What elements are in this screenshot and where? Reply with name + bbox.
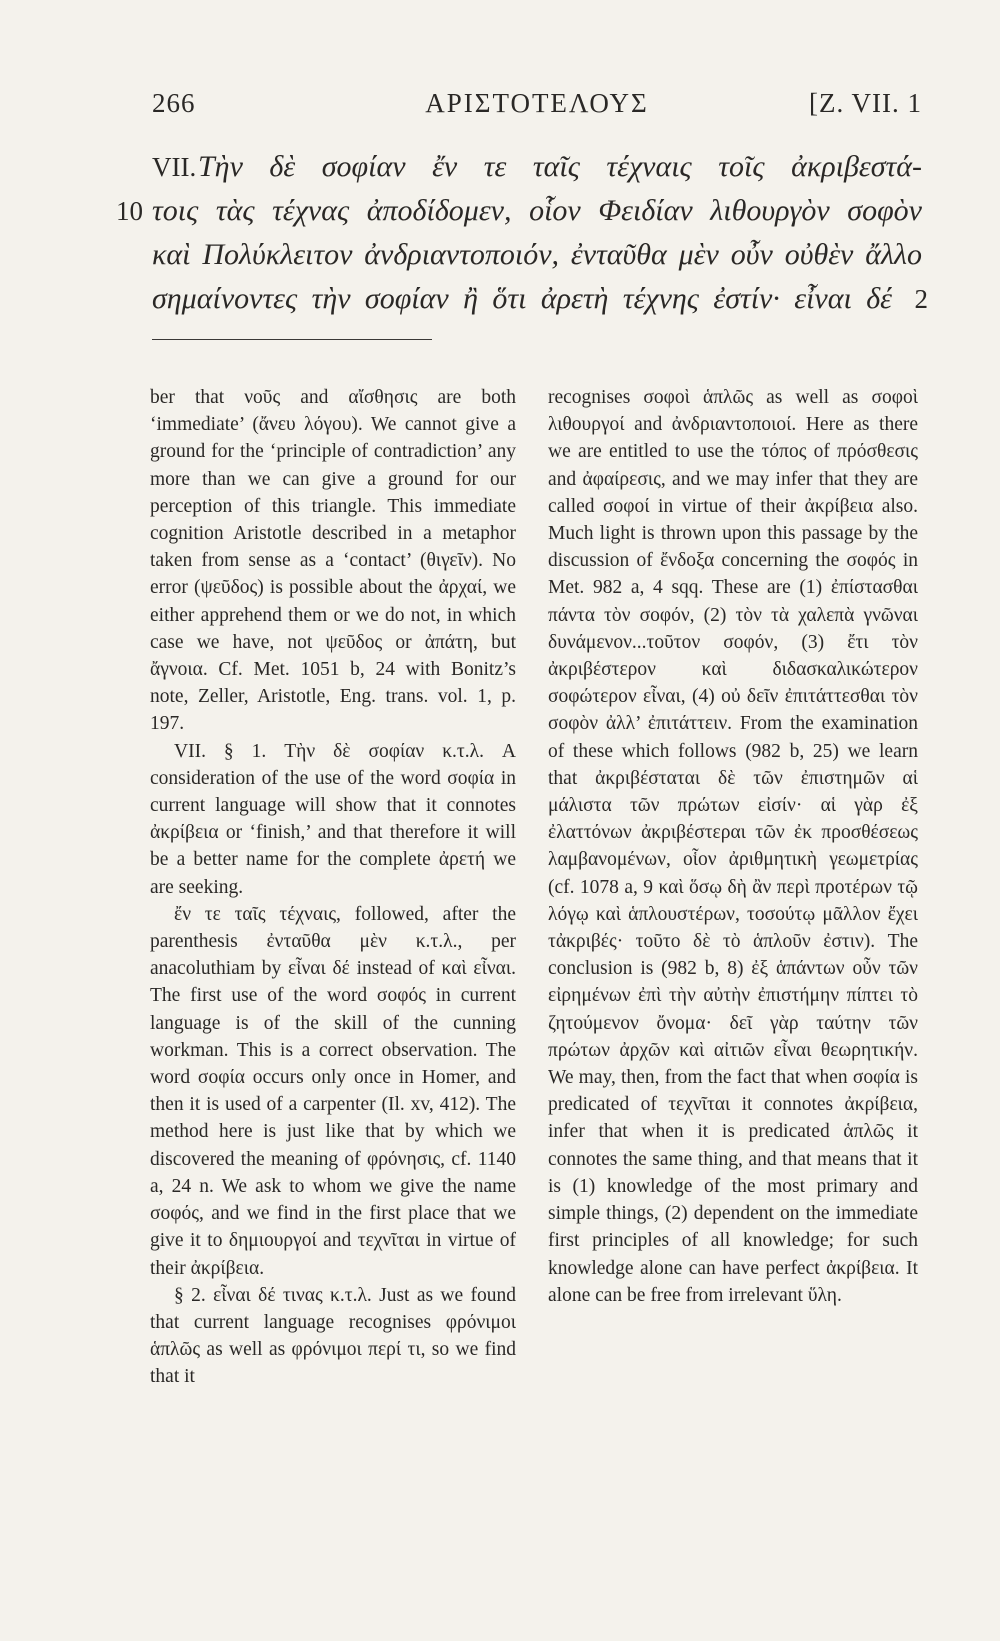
- greek-line-4-text: σημαίνοντες τὴν σοφίαν ἢ ὅτι ἀρετὴ τέχνης ἐστίν· εἶναι δέ: [152, 282, 892, 315]
- greek-line-2-text: τοις τὰς τέχνας ἀποδίδομεν, οἷον Φειδίαν λιθουργὸν σοφὸν: [152, 194, 922, 227]
- greek-line-2: [116, 189, 922, 233]
- greek-line-3-text: καὶ Πολύκλειτον ἀνδριαντοποιόν, ἐνταῦθα μὲν οὖν οὐθὲν ἄλλο: [152, 238, 922, 271]
- commentary-paragraph: ber that νοῦς and αἴσθησις are both ‘immediate’ (ἄνευ λόγου). We cannot give a ground for the ‘principle of contradiction’ any more than we can give a ground for our perception of this triangle. This immediate cognition Aristotle described in a metaphor taken from sense as a ‘contact’ (θιγεῖν). No error (ψεῦδος) is possible about the ἀρχαί, we either apprehend them or we do not, in which case we have, not ψεῦδος or ἀπάτη, but ἄγνοια. Cf. Met. 1051 b, 24 with Bonitz’s note, Zeller, Aristotle, Eng. trans. vol. 1, p. 197.: [150, 387, 516, 735]
- margin-line-number: 10: [116, 196, 143, 226]
- commentary-right-column: [548, 384, 918, 1309]
- commentary-left-column: [150, 384, 516, 1391]
- footnote-divider: [152, 339, 432, 340]
- commentary-paragraph: § 2. εἶναι δέ τινας κ.τ.λ. Just as we found that current language recognises φρόνιμοι ἁπλῶς as well as φρόνιμοι περί τι, so we find that it: [150, 1284, 516, 1388]
- greek-line-1-text: Τὴν δὲ σοφίαν ἔν τε ταῖς τέχναις τοῖς ἀκριβεστά-: [198, 150, 922, 183]
- running-title: ΑΡΙΣΤΟΤΕΛΟΥΣ: [425, 88, 649, 118]
- greek-text-block: [116, 145, 928, 321]
- commentary-paragraph: ἔν τε ταῖς τέχναις, followed, after the parenthesis ἐνταῦθα μὲν κ.τ.λ., per anacoluthiam by εἶναι δέ instead of καὶ εἶναι. The first use of the word σοφός in current language is of the skill of the cunning workman. This is a correct observation. The word σοφία occurs only once in Homer, and then it is used of a carpenter (Il. xv, 412). The method here is just like that by which we discovered the meaning of φρόνησις, cf. 1140 a, 24 n. We ask to whom we give the name σοφός, and we find in the first place that we give it to δημιουργοί and τεχνῖται in virtue of their ἀκρίβεια.: [150, 903, 516, 1279]
- commentary-paragraph: VII. § 1. Τὴν δὲ σοφίαν κ.τ.λ. A consideration of the use of the word σοφία in current language will show that it connotes ἀκρίβεια or ‘finish,’ and that therefore it will be a better name for the complete ἀρετή we are seeking.: [150, 740, 516, 898]
- page-number: 266: [152, 88, 196, 118]
- greek-line-1: [152, 145, 922, 189]
- commentary-paragraph: recognises σοφοὶ ἁπλῶς as well as σοφοὶ λιθουργοί and ἀνδριαντοποιοί. Here as there we are entitled to use the τόπος of πρόσθεσις and ἀφαίρεσις, and we may infer that they are called σοφοί in virtue of their ἀκρίβεια also. Much light is thrown upon this passage by the discussion of ἔνδοξα concerning the σοφός in Met. 982 a, 4 sqq. These are (1) ἐπίστασθαι πάντα τὸν σοφόν, (2) τὸν τὰ χαλεπὰ γνῶναι δυνάμενον...τοῦτον σοφόν, (3) ἔτι τὸν ἀκριβέστερον καὶ διδασκαλικώτερον σοφώτερον εἶναι, (4) οὐ δεῖν ἐπιτάττεσθαι τὸν σοφὸν ἀλλ’ ἐπιτάττειν. From the examination of these which follows (982 b, 25) we learn that ἀκριβέσταται δὲ τῶν ἐπιστημῶν αἱ μάλιστα τῶν πρώτων εἰσίν· αἱ γὰρ ἐξ ἐλαττόνων ἀκριβέστεραι τῶν ἐκ προσθέσεως λαμβανομένων, οἷον ἀριθμητικὴ γεωμετρίας (cf. 1078 a, 9 καὶ ὅσῳ δὴ ἂν περὶ προτέρων τῷ λόγῳ καὶ ἁπλουστέρων, τοσούτῳ μᾶλλον ἔχει τἀκριβές· τοῦτο δὲ τὸ ἁπλοῦν ἐστιν). The conclusion is (982 b, 8) ἐξ ἁπάντων οὖν τῶν εἰρημένων ἐπὶ τὴν αὐτὴν ἐπιστήμην πίπτει τὸ ζητούμενον ὄνομα· δεῖ γὰρ ταύτην τῶν πρώτων ἀρχῶν καὶ αἰτιῶν εἶναι θεωρητικήν. We may, then, from the fact that when σοφία is predicated of τεχνῖται it connotes ἀκρίβεια, infer that when it is predicated ἁπλῶς it connotes the same thing, and that means that it is (1) knowledge of the most primary and simple things, (2) dependent on the immediate first principles of all knowledge; for such knowledge alone can have perfect ἀκρίβεια. It alone can be free from irrelevant ὕλη.: [548, 387, 918, 1306]
- greek-line-4: [152, 277, 928, 321]
- greek-line-3: [152, 233, 922, 277]
- section-label: VII.: [152, 152, 197, 182]
- page-header: [152, 88, 922, 128]
- margin-paragraph-number: 2: [914, 284, 928, 314]
- section-reference: [Z. VII. 1: [809, 88, 922, 118]
